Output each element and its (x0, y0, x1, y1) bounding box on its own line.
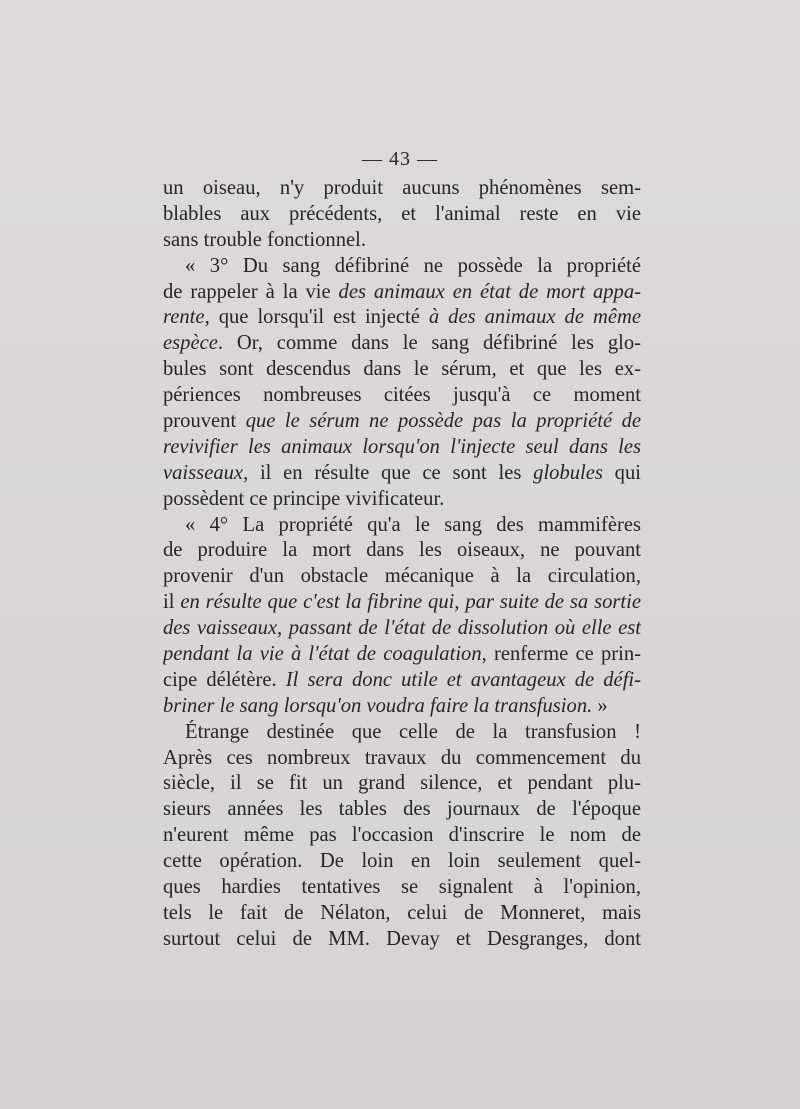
text-line: de rappeler à la vie des animaux en état de mort appa- (163, 280, 641, 303)
text-line: cipe délétère. Il sera donc utile et avantageux de défi- (163, 668, 641, 691)
text-line: prouvent que le sérum ne possède pas la propriété de (163, 410, 641, 433)
text-line: cette opération. De loin en loin seulement quel- (163, 850, 641, 873)
text-line: Après ces nombreux travaux du commencement du (163, 746, 641, 769)
text-line: sieurs années les tables des journaux de l'époque (163, 798, 641, 821)
text-line: n'eurent même pas l'occasion d'inscrire le nom de (163, 824, 641, 847)
text-line: bules sont descendus dans le sérum, et que les ex- (163, 358, 641, 381)
text-line: revivifier les animaux lorsqu'on l'injecte seul dans les (163, 435, 641, 458)
text-line: tels le fait de Nélaton, celui de Monneret, mais (163, 901, 641, 924)
text-line: périences nombreuses citées jusqu'à ce moment (163, 384, 641, 407)
text-line: briner le sang lorsqu'on voudra faire la transfusion. » (163, 694, 608, 717)
text-line: surtout celui de MM. Devay et Desgranges, dont (163, 927, 641, 950)
text-line: sans trouble fonctionnel. (163, 228, 367, 251)
text-line: ques hardies tentatives se signalent à l'opinion, (163, 876, 641, 899)
text-line: pendant la vie à l'état de coagulation, renferme ce prin- (163, 643, 641, 666)
text-line: vaisseaux, il en résulte que ce sont les globules qui (163, 461, 641, 484)
text-line: possèdent ce principe vivificateur. (163, 487, 445, 510)
text-line: de produire la mort dans les oiseaux, ne pouvant (163, 539, 641, 562)
text-line: « 4° La propriété qu'a le sang des mammifères (185, 513, 641, 536)
text-line: espèce. Or, comme dans le sang défibriné les glo- (163, 332, 641, 355)
text-line: blables aux précédents, et l'animal reste en vie (163, 202, 641, 225)
text-line: des vaisseaux, passant de l'état de dissolution où elle est (163, 617, 641, 640)
text-line: Étrange destinée que celle de la transfusion ! (185, 720, 641, 743)
text-line: siècle, il se fit un grand silence, et pendant plu- (163, 772, 641, 795)
text-line: rente, que lorsqu'il est injecté à des animaux de même (163, 306, 641, 329)
body-text (163, 176, 641, 953)
text-line: provenir d'un obstacle mécanique à la circulation, (163, 565, 641, 588)
text-line: il en résulte que c'est la fibrine qui, par suite de sa sortie (163, 591, 641, 614)
text-line: un oiseau, n'y produit aucuns phénomènes sem- (163, 177, 641, 199)
page-number: — 43 — (362, 148, 438, 170)
text-line: « 3° Du sang défibriné ne possède la propriété (185, 254, 641, 277)
